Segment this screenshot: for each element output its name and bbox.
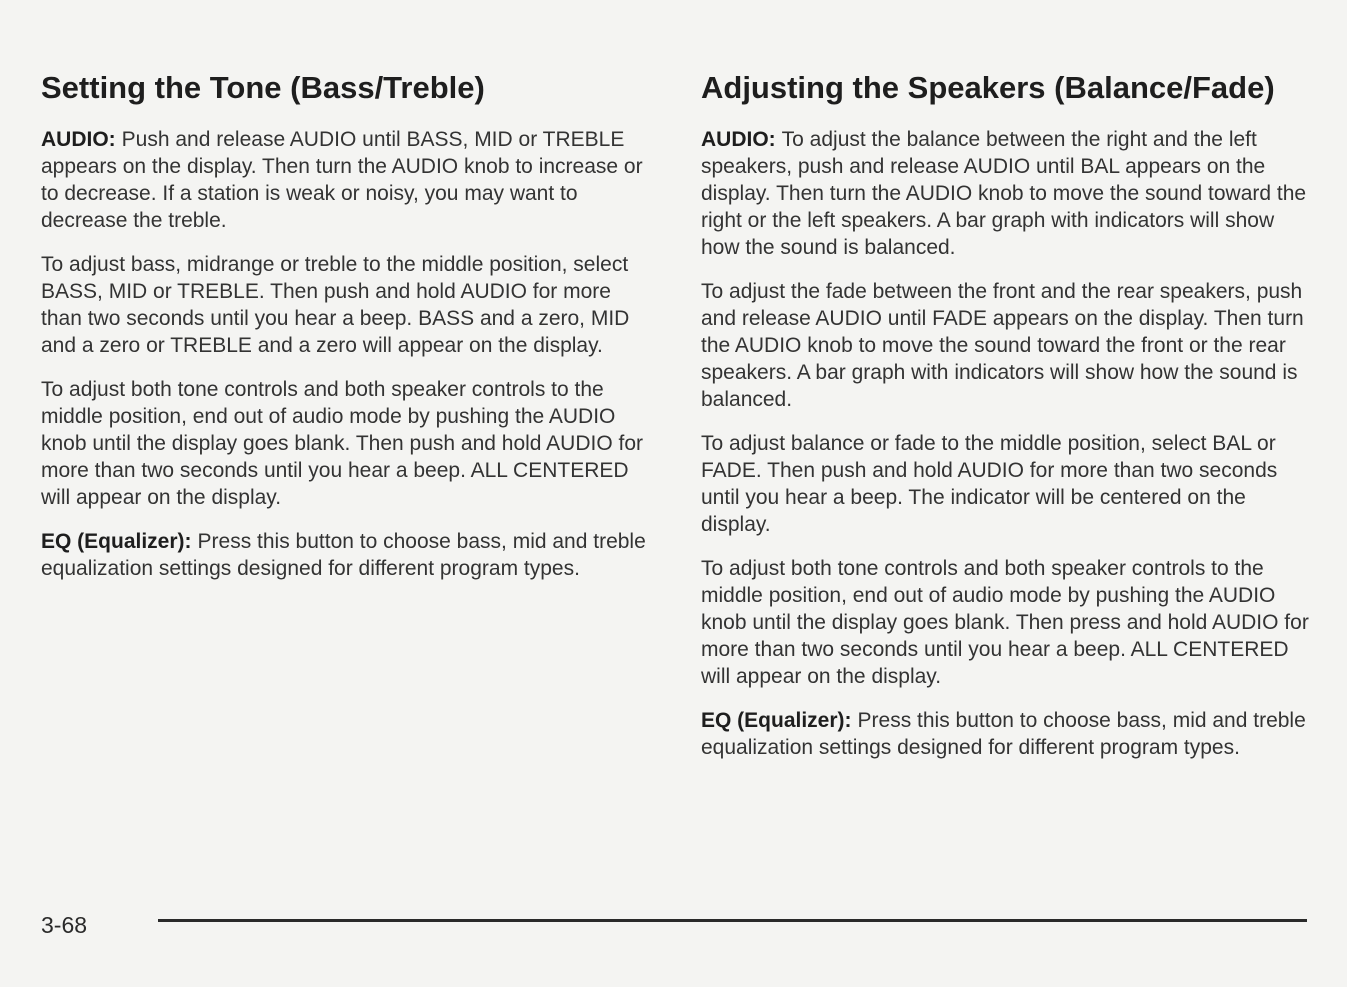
paragraph-text: Press this button to choose bass, mid and treble equalization settings designed for different program types.: [701, 709, 1306, 759]
section-heading-speakers: Adjusting the Speakers (Balance/Fade): [701, 70, 1275, 105]
paragraph-text: Push and release AUDIO until BASS, MID or TREBLE appears on the display. Then turn the AUDIO knob to increase or to decrease. If a station is weak or noisy, you may want to decrease the treble.: [41, 128, 643, 232]
paragraph-balance-center: To adjust balance or fade to the middle position, select BAL or FADE. Then push and hold AUDIO for more than two seconds until you hear a beep. The indicator will be centered on the display.: [701, 432, 1278, 536]
footer-rule: [158, 919, 1307, 922]
term-eq: EQ (Equalizer):: [701, 709, 852, 732]
paragraph-text: To adjust the balance between the right and the left speakers, push and release AUDIO until BAL appears on the display. Then turn the AUDIO knob to move the sound toward the right or the left speakers. A bar graph with indicators will show how the sound is balanced.: [701, 128, 1307, 259]
term-eq: EQ (Equalizer):: [41, 530, 192, 553]
term-audio: AUDIO:: [701, 128, 776, 151]
paragraph-text: Press this button to choose bass, mid and treble equalization settings designed for different program types.: [41, 530, 646, 580]
paragraph-audio-balance: [701, 126, 1311, 261]
paragraph-eq: [701, 707, 1311, 761]
term-audio: AUDIO:: [41, 128, 116, 151]
paragraph-all-center: To adjust both tone controls and both speaker controls to the middle position, end out of audio mode by pushing the AUDIO knob until the display goes blank. Then press and hold AUDIO for more than two seconds until you hear a beep. ALL CENTERED will appear on the display.: [701, 557, 1309, 688]
left-column: [41, 68, 649, 599]
page-number: 3-68: [41, 912, 88, 938]
right-column: [701, 68, 1311, 778]
paragraph-all-center: To adjust both tone controls and both speaker controls to the middle position, end out of audio mode by pushing the AUDIO knob until the display goes blank. Then push and hold AUDIO for more than two seconds until you hear a beep. ALL CENTERED will appear on the display.: [41, 378, 643, 509]
paragraph-fade: To adjust the fade between the front and the rear speakers, push and release AUDIO until FADE appears on the display. Then turn the AUDIO knob to move the sound toward the front or the rear speakers. A bar graph with indicators will show how the sound is balanced.: [701, 280, 1304, 411]
section-heading-tone: Setting the Tone (Bass/Treble): [41, 70, 485, 105]
paragraph-tone-center: To adjust bass, midrange or treble to the middle position, select BASS, MID or TREBLE. Then push and hold AUDIO for more than two seconds until you hear a beep. BASS and a zero, MID and a zero or TREBLE and a zero will appear on the display.: [41, 253, 630, 357]
paragraph-eq: [41, 528, 649, 582]
paragraph-audio-tone: [41, 126, 649, 234]
